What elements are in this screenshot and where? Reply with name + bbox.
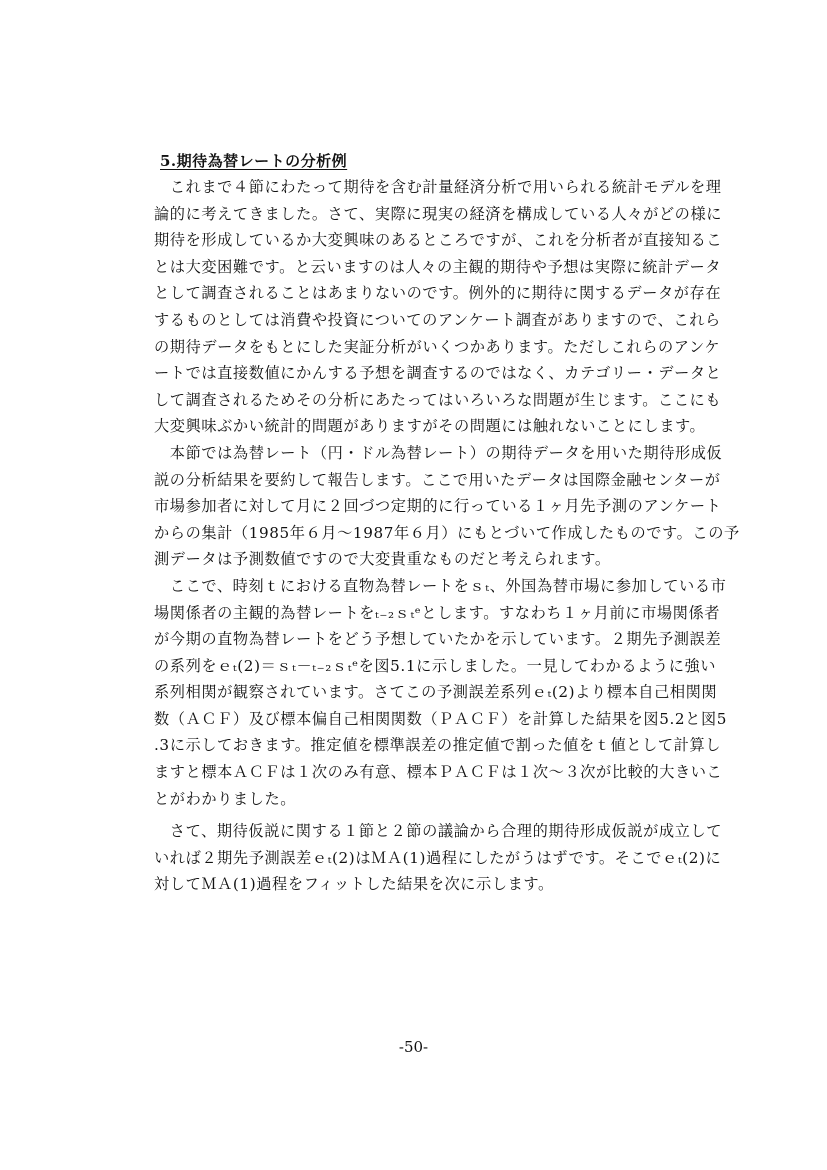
text-line: 大変興味ぶかい統計的問題がありますがその問題には触れないことにします。	[154, 417, 706, 436]
text-line: ますと標本ＡＣＦは１次のみ有意、標本ＰＡＣＦは１次～３次が比較的大きいこ	[154, 763, 723, 782]
text-line: が今期の直物為替レートをどう予想していたかを示しています。２期先予測誤差	[154, 630, 722, 649]
text-line: の期待データをもとにした実証分析がいくつかあります。ただしこれらのアンケ	[154, 337, 721, 356]
text-line: これまで４節にわたって期待を含む計量経済分析で用いられる統計モデルを理	[154, 178, 722, 196]
paragraph	[154, 573, 754, 812]
text-line: いれば２期先予測誤差ｅₜ(2)はＭＡ(1)過程にしたがうはずです。そこでｅₜ(2)に	[154, 848, 722, 867]
body-text	[154, 174, 754, 898]
text-line: 数（ＡＣＦ）及び標本偏自己相関関数（ＰＡＣＦ）を計算した結果を図5.2と図5	[154, 709, 727, 728]
text-line: .3に示しておきます。推定値を標準誤差の推定値で割った値をｔ値として計算し	[154, 736, 722, 755]
text-line: さて、期待仮説に関する１節と２節の議論から合理的期待形成仮説が成立して	[154, 822, 723, 841]
section-heading: 5.期待為替レートの分析例	[160, 152, 348, 170]
text-line: 対してＭＡ(1)過程をフィットした結果を次に示します。	[154, 875, 554, 894]
paragraph	[154, 818, 754, 898]
text-line: 本節では為替レート（円・ドル為替レート）の期待データを用いた期待形成仮	[154, 443, 723, 462]
text-line: 論的に考えてきました。さて、実際に現実の経済を構成している人々がどの様に	[154, 204, 723, 223]
paragraph	[154, 174, 754, 440]
paragraph	[154, 440, 754, 573]
text-line: するものとしては消費や投資についてのアンケート調査がありますので、これら	[154, 310, 721, 329]
text-line: 測データは予測数値ですので大変貴重なものだと考えられます。	[154, 550, 611, 569]
page-number: -50-	[398, 1038, 429, 1056]
text-line: ートでは直接数値にかんする予想を調査するのではなく、カテゴリー・データと	[154, 364, 722, 383]
text-line: とがわかりました。	[154, 789, 297, 808]
text-line: 系列相関が観察されています。さてこの予測誤差系列ｅₜ(2)より標本自己相関関	[154, 683, 718, 702]
text-line: 場関係者の主観的為替レートをₜ₋₂ｓₜᵉとします。すなわち１ヶ月前に市場関係者	[154, 603, 721, 622]
text-line: 期待を形成しているか大変興味のあるところですが、これを分析者が直接知るこ	[154, 231, 723, 250]
text-line: とは大変困難です。と云いますのは人々の主観的期待や予想は実際に統計データ	[154, 257, 722, 276]
text-line: ここで、時刻ｔにおける直物為替レートをｓₜ、外国為替市場に参加している市	[154, 576, 727, 595]
text-line: として調査されることはあまりないのです。例外的に期待に関するデータが存在	[154, 284, 722, 303]
text-line: からの集計（1985年６月～1987年６月）にもとづいて作成したものです。この予	[154, 523, 740, 542]
text-line: 説の分析結果を要約して報告します。ここで用いたデータは国際金融センターが	[154, 470, 721, 489]
text-line: の系列をｅₜ(2)＝ｓₜ－ₜ₋₂ｓₜᵉを図5.1に示しました。一見してわかるように強い	[154, 656, 717, 675]
text-line: して調査されるためその分析にあたってはいろいろな問題が生じます。ここにも	[154, 390, 722, 409]
text-line: 市場参加者に対して月に２回づつ定期的に行っている１ヶ月先予測のアンケート	[154, 497, 722, 516]
